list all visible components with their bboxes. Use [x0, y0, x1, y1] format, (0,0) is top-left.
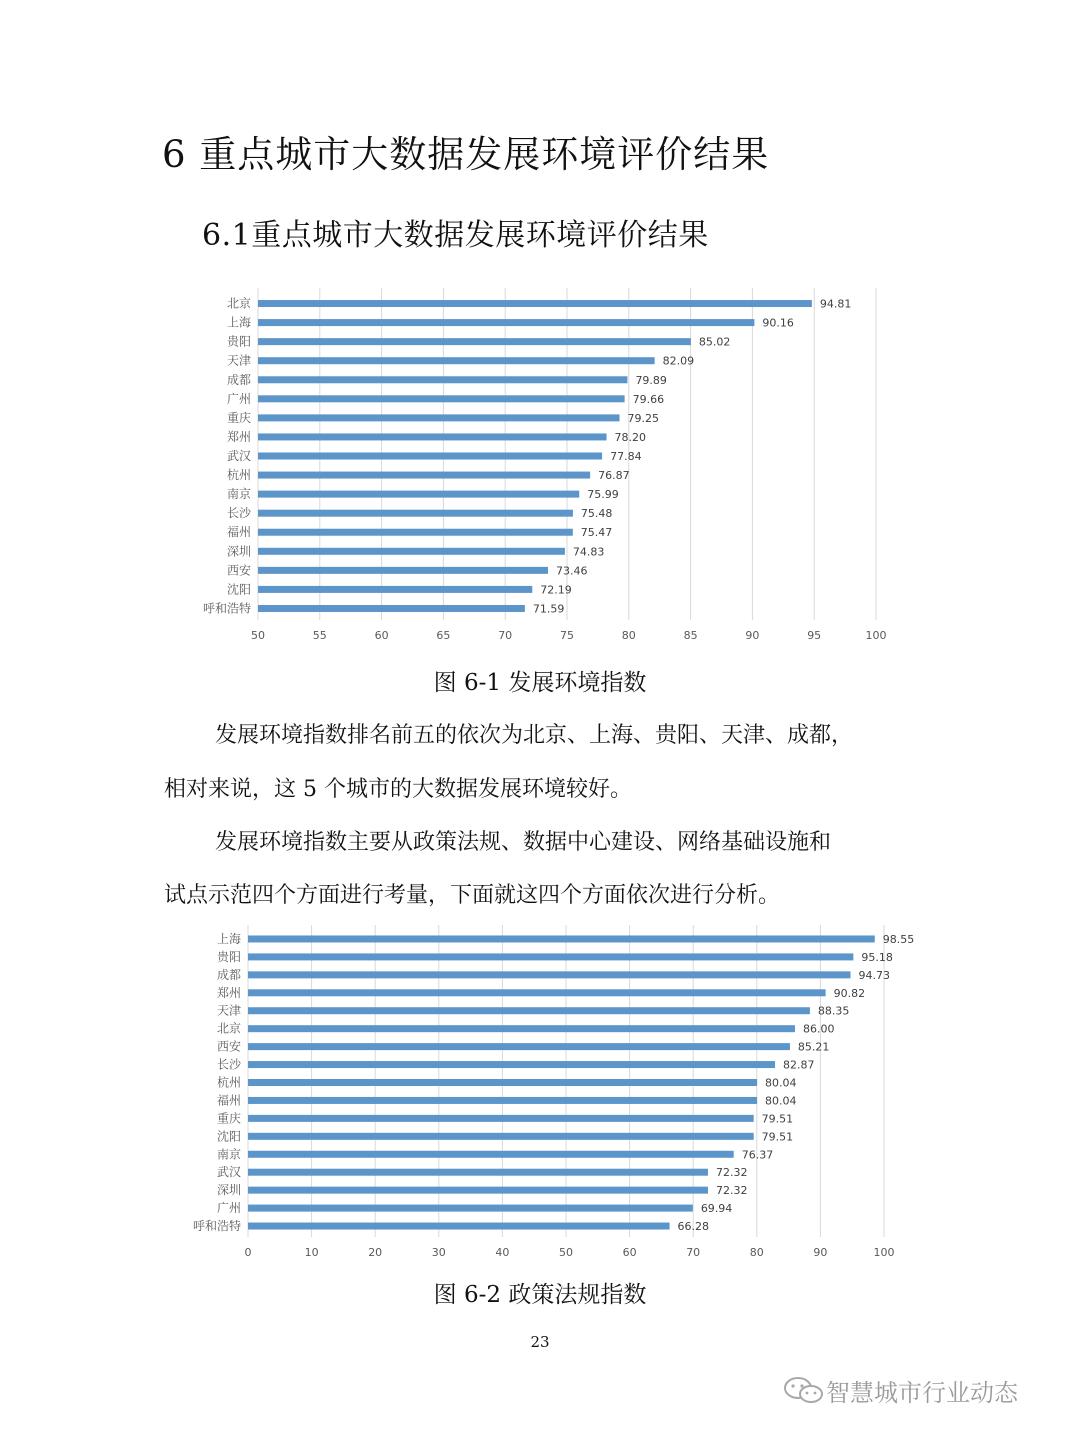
category-label: 呼和浩特: [192, 1219, 241, 1234]
data-label: 69.94: [700, 1202, 733, 1216]
bar: [258, 414, 620, 421]
category-label: 武汉: [216, 1165, 241, 1180]
x-tick-label: 20: [368, 1246, 383, 1259]
category-label: 上海: [226, 315, 251, 330]
category-label: 呼和浩特: [202, 601, 251, 616]
bar: [258, 472, 590, 479]
bar: [248, 1007, 810, 1014]
chart-development-environment-index: [0, 288, 1080, 648]
bar: [248, 1205, 693, 1212]
watermark: [782, 1372, 1018, 1408]
x-tick-label: 90: [813, 1246, 828, 1259]
x-tick-label: 90: [745, 629, 760, 642]
bar: [258, 357, 655, 364]
data-label: 90.82: [833, 986, 866, 1000]
x-tick-label: 30: [431, 1246, 446, 1259]
paragraph1-line1: 发展环境指数排名前五的依次为北京、上海、贵阳、天津、成都，: [215, 723, 854, 748]
data-label: 79.66: [632, 392, 665, 406]
data-label: 90.16: [762, 316, 794, 330]
data-label: 88.35: [817, 1004, 850, 1018]
data-label: 75.47: [580, 526, 613, 540]
figure1-caption: 图 6-1 发展环境指数: [433, 670, 647, 696]
bar: [248, 953, 853, 960]
data-label: 98.55: [882, 932, 915, 946]
data-label: 72.32: [715, 1166, 748, 1180]
x-tick-label: 60: [374, 629, 389, 642]
data-label: 77.84: [610, 450, 642, 463]
category-label: 天津: [216, 1003, 241, 1018]
data-label: 94.73: [858, 968, 890, 982]
data-label: 82.87: [783, 1058, 815, 1072]
category-label: 贵阳: [226, 334, 251, 349]
category-label: 北京: [216, 1021, 241, 1036]
data-label: 79.25: [627, 411, 660, 425]
chart-policy-regulation-index: [0, 925, 1080, 1265]
paragraph1-line2: 相对来说，这 5 个城市的大数据发展环境较好。: [164, 777, 632, 802]
bar: [248, 1061, 775, 1068]
x-tick-label: 60: [622, 1246, 637, 1259]
subsection-heading: 6.1重点城市大数据发展环境评价结果: [202, 218, 709, 253]
bar: [258, 395, 625, 402]
bar: [258, 510, 573, 517]
category-label: 西安: [226, 563, 251, 578]
bar: [248, 1223, 670, 1230]
data-label: 82.09: [662, 354, 695, 368]
data-label: 76.37: [741, 1148, 774, 1162]
wechat-icon: [782, 1375, 826, 1405]
x-tick-label: 85: [683, 629, 698, 642]
category-label: 重庆: [216, 1111, 241, 1126]
bar: [258, 300, 812, 307]
bar: [258, 605, 525, 612]
category-label: 上海: [216, 931, 241, 946]
x-tick-label: 75: [560, 629, 574, 642]
data-label: 74.83: [572, 545, 605, 559]
bar: [248, 1133, 754, 1140]
data-label: 73.46: [555, 564, 588, 578]
x-tick-label: 0: [244, 1246, 252, 1259]
data-label: 75.99: [587, 488, 619, 502]
category-label: 郑州: [216, 985, 241, 1000]
bar: [248, 971, 850, 978]
category-label: 重庆: [226, 410, 251, 425]
data-label: 80.04: [765, 1076, 797, 1090]
data-label: 75.48: [580, 507, 613, 521]
data-label: 66.28: [677, 1220, 710, 1234]
bar: [248, 1169, 708, 1176]
bar: [258, 548, 565, 555]
x-tick-label: 40: [495, 1246, 510, 1259]
data-label: 94.81: [819, 297, 852, 311]
category-label: 贵阳: [216, 949, 241, 964]
x-tick-label: 95: [807, 629, 822, 642]
data-label: 76.87: [598, 469, 630, 483]
data-label: 86.00: [802, 1022, 835, 1036]
x-tick-label: 55: [312, 629, 327, 642]
bar: [258, 567, 548, 574]
x-tick-label: 100: [873, 1246, 895, 1259]
category-label: 天津: [226, 353, 251, 368]
bar: [248, 989, 826, 996]
category-label: 沈阳: [226, 582, 251, 597]
data-label: 79.89: [635, 373, 667, 387]
bar: [258, 453, 602, 460]
bar: [248, 1043, 790, 1050]
data-label: 72.19: [540, 583, 572, 597]
data-label: 79.51: [761, 1112, 794, 1126]
x-tick-label: 100: [865, 629, 887, 642]
category-label: 南京: [216, 1147, 241, 1162]
category-label: 沈阳: [216, 1129, 241, 1144]
x-tick-label: 50: [251, 629, 265, 642]
category-label: 北京: [226, 296, 251, 311]
paragraph2-line1: 发展环境指数主要从政策法规、数据中心建设、网络基础设施和: [215, 830, 832, 855]
bar: [248, 1151, 734, 1158]
data-label: 85.21: [797, 1040, 830, 1054]
category-label: 成都: [226, 372, 251, 387]
data-label: 72.32: [715, 1184, 748, 1198]
bar: [248, 1115, 754, 1122]
x-tick-label: 80: [749, 1246, 764, 1259]
x-tick-label: 65: [436, 629, 451, 642]
section-heading: 6 重点城市大数据发展环境评价结果: [162, 133, 770, 176]
category-label: 武汉: [226, 449, 251, 463]
bar: [258, 529, 573, 536]
x-tick-label: 10: [304, 1246, 319, 1259]
x-tick-label: 80: [621, 629, 636, 642]
bar: [248, 935, 875, 942]
data-label: 79.51: [761, 1130, 794, 1144]
x-tick-label: 50: [559, 1246, 573, 1259]
x-tick-label: 70: [498, 629, 513, 642]
category-label: 长沙: [226, 506, 251, 521]
bar: [258, 319, 754, 326]
x-tick-label: 70: [686, 1246, 701, 1259]
category-label: 杭州: [216, 1075, 241, 1090]
data-label: 80.04: [765, 1094, 797, 1108]
category-label: 深圳: [216, 1183, 241, 1198]
category-label: 长沙: [216, 1057, 241, 1072]
data-label: 78.20: [614, 430, 647, 444]
bar: [258, 586, 532, 593]
page-number: 23: [530, 1333, 550, 1351]
category-label: 深圳: [226, 544, 251, 559]
bar: [248, 1187, 708, 1194]
bar: [248, 1097, 757, 1104]
bar: [258, 376, 627, 383]
category-label: 杭州: [226, 468, 251, 483]
data-label: 71.59: [532, 602, 565, 616]
data-label: 85.02: [698, 335, 731, 349]
category-label: 福州: [226, 525, 251, 540]
category-label: 南京: [226, 487, 251, 502]
category-label: 西安: [216, 1039, 241, 1054]
bar: [248, 1025, 795, 1032]
watermark-text: 智慧城市行业动态: [826, 1378, 1018, 1407]
bar: [248, 1079, 757, 1086]
data-label: 95.18: [861, 950, 893, 964]
paragraph2-line2: 试点示范四个方面进行考量，下面就这四个方面依次进行分析。: [164, 883, 781, 908]
category-label: 福州: [216, 1093, 241, 1108]
figure2-caption: 图 6-2 政策法规指数: [433, 1282, 647, 1308]
category-label: 郑州: [226, 429, 251, 444]
category-label: 广州: [226, 391, 251, 406]
bar: [258, 338, 691, 345]
category-label: 广州: [216, 1201, 241, 1216]
bar: [258, 433, 607, 440]
category-label: 成都: [216, 967, 241, 982]
bar: [258, 491, 579, 498]
